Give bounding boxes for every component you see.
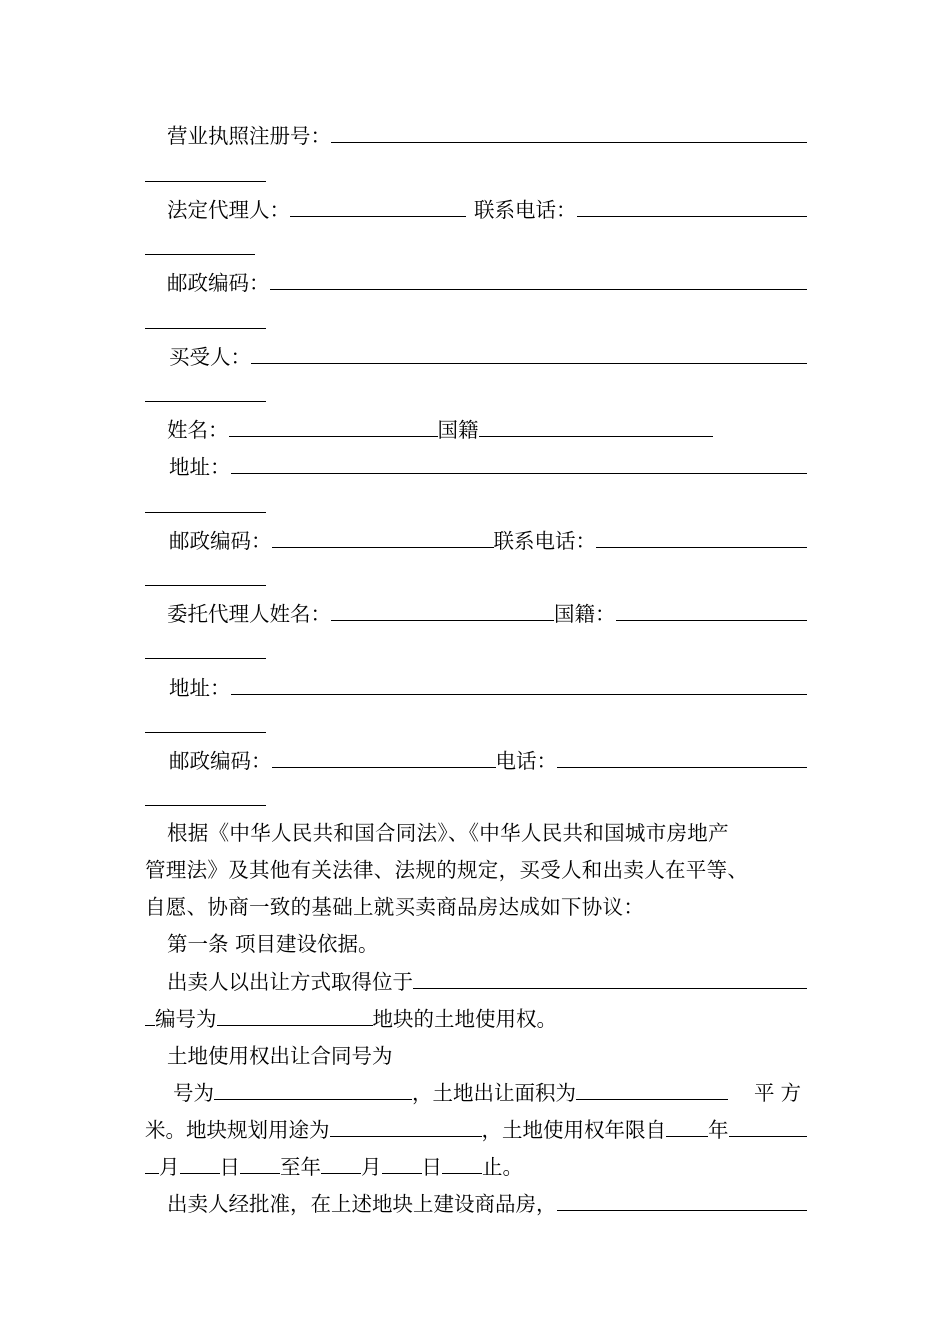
month-label-1: 月 xyxy=(159,1155,180,1179)
to-year-label: 至年 xyxy=(280,1155,321,1179)
legal-agent-field[interactable] xyxy=(290,194,466,217)
buyer-label: 买受人： xyxy=(169,345,251,369)
day-label-1: 日 xyxy=(219,1155,240,1179)
preamble-line-1: 根据《中华人民共和国合同法》、《中华人民共和国城市房地产 xyxy=(167,821,729,845)
term-end-month-field[interactable] xyxy=(382,1151,422,1174)
sq-m-cont-label: 米。地块规划用途为 xyxy=(145,1118,330,1142)
buyer-name-label: 姓名： xyxy=(167,418,229,442)
buyer-name-line xyxy=(145,414,807,444)
delegate-address-line xyxy=(145,672,807,702)
buyer-phone-field-cont[interactable] xyxy=(145,585,266,586)
area-field[interactable] xyxy=(576,1077,728,1100)
license-field-cont[interactable] xyxy=(145,181,266,182)
year-label: 年 xyxy=(708,1118,729,1142)
term-start-year-field[interactable] xyxy=(666,1114,708,1137)
sq-m-label: 平方 xyxy=(754,1081,807,1105)
license-field[interactable] xyxy=(331,120,807,143)
buyer-address-line xyxy=(145,451,807,481)
delegate-postcode-label: 邮政编码： xyxy=(169,749,272,773)
term-start-day-field[interactable] xyxy=(180,1151,220,1174)
contract-no-field[interactable] xyxy=(214,1077,412,1100)
term-start-month-field-cont[interactable] xyxy=(145,1151,159,1174)
land-number-line xyxy=(145,1003,807,1033)
delegate-nationality-field[interactable] xyxy=(616,598,808,621)
planned-use-field[interactable] xyxy=(330,1114,482,1137)
project-name-field[interactable] xyxy=(557,1188,808,1211)
approved-label: 出卖人经批准，在上述地块上建设商品房， xyxy=(167,1192,557,1216)
delegate-address-field[interactable] xyxy=(231,672,808,695)
buyer-nationality-label: 国籍 xyxy=(437,418,479,442)
legal-agent-label: 法定代理人： xyxy=(167,198,290,222)
land-location-field-cont[interactable] xyxy=(145,1003,155,1026)
delegate-phone-field-cont[interactable] xyxy=(145,805,266,806)
day-label-2: 日 xyxy=(421,1155,442,1179)
delegate-phone-label: 电话： xyxy=(495,749,557,773)
term-dates-line xyxy=(145,1151,807,1181)
buyer-address-label: 地址： xyxy=(169,455,231,479)
seller-postcode-field[interactable] xyxy=(270,267,808,290)
buyer-phone-field[interactable] xyxy=(596,525,807,548)
seller-phone-field[interactable] xyxy=(577,194,808,217)
use-term-line xyxy=(145,1114,807,1144)
land-location-line xyxy=(145,966,807,996)
number-is-label: 编号为 xyxy=(155,1007,217,1031)
seller-postcode-field-cont[interactable] xyxy=(145,328,266,329)
approved-line xyxy=(145,1188,807,1218)
buyer-postcode-label: 邮政编码： xyxy=(169,529,272,553)
buyer-address-field-cont[interactable] xyxy=(145,512,266,513)
term-start-month-field[interactable] xyxy=(729,1114,808,1137)
seller-phone-label: 联系电话： xyxy=(474,198,577,222)
buyer-address-field[interactable] xyxy=(231,451,808,474)
delegate-nationality-field-cont[interactable] xyxy=(145,658,266,659)
seller-postcode-line xyxy=(145,267,807,297)
delegate-address-field-cont[interactable] xyxy=(145,732,266,733)
contract-area-line xyxy=(145,1077,807,1107)
license-label: 营业执照注册号： xyxy=(167,124,331,148)
buyer-field[interactable] xyxy=(251,341,807,364)
license-line xyxy=(145,120,807,150)
term-blank-field[interactable] xyxy=(240,1151,280,1174)
land-location-field[interactable] xyxy=(413,966,807,989)
legal-agent-line xyxy=(145,194,807,224)
land-number-field[interactable] xyxy=(217,1003,373,1026)
delegate-postcode-line xyxy=(145,745,807,775)
delegate-postcode-field[interactable] xyxy=(272,745,496,768)
preamble-line-3: 自愿、协商一致的基础上就买卖商品房达成如下协议： xyxy=(145,895,645,919)
area-label: ，土地出让面积为 xyxy=(412,1081,576,1105)
delegate-nationality-label: 国籍： xyxy=(554,602,616,626)
preamble-line-2: 管理法》及其他有关法律、法规的规定，买受人和出卖人在平等、 xyxy=(145,858,749,882)
buyer-postcode-line xyxy=(145,525,807,555)
buyer-field-cont[interactable] xyxy=(145,401,266,402)
delegate-phone-field[interactable] xyxy=(557,745,807,768)
end-label: 止。 xyxy=(482,1155,523,1179)
term-label: ，土地使用权年限自 xyxy=(481,1118,666,1142)
term-end-day-field[interactable] xyxy=(442,1151,482,1174)
land-use-right-label: 地块的土地使用权。 xyxy=(372,1007,557,1031)
seller-phone-field-cont[interactable] xyxy=(145,254,255,255)
delegate-name-line xyxy=(145,598,807,628)
term-end-year-field[interactable] xyxy=(321,1151,361,1174)
buyer-name-field[interactable] xyxy=(229,414,438,437)
month-label-2: 月 xyxy=(361,1155,382,1179)
hao-wei-label: 号为 xyxy=(173,1081,214,1105)
delegate-name-field[interactable] xyxy=(331,598,554,621)
delegate-address-label: 地址： xyxy=(169,676,231,700)
seller-postcode-label: 邮政编码： xyxy=(167,271,270,295)
contract-no-label: 土地使用权出让合同号为 xyxy=(167,1044,393,1068)
buyer-phone-label: 联系电话： xyxy=(493,529,596,553)
delegate-name-label: 委托代理人姓名： xyxy=(167,602,331,626)
article1-title: 第一条 项目建设依据。 xyxy=(167,932,379,956)
buyer-nationality-field[interactable] xyxy=(479,414,713,437)
buyer-line xyxy=(145,341,807,371)
seller-obtained-label: 出卖人以出让方式取得位于 xyxy=(167,970,413,994)
buyer-postcode-field[interactable] xyxy=(272,525,494,548)
